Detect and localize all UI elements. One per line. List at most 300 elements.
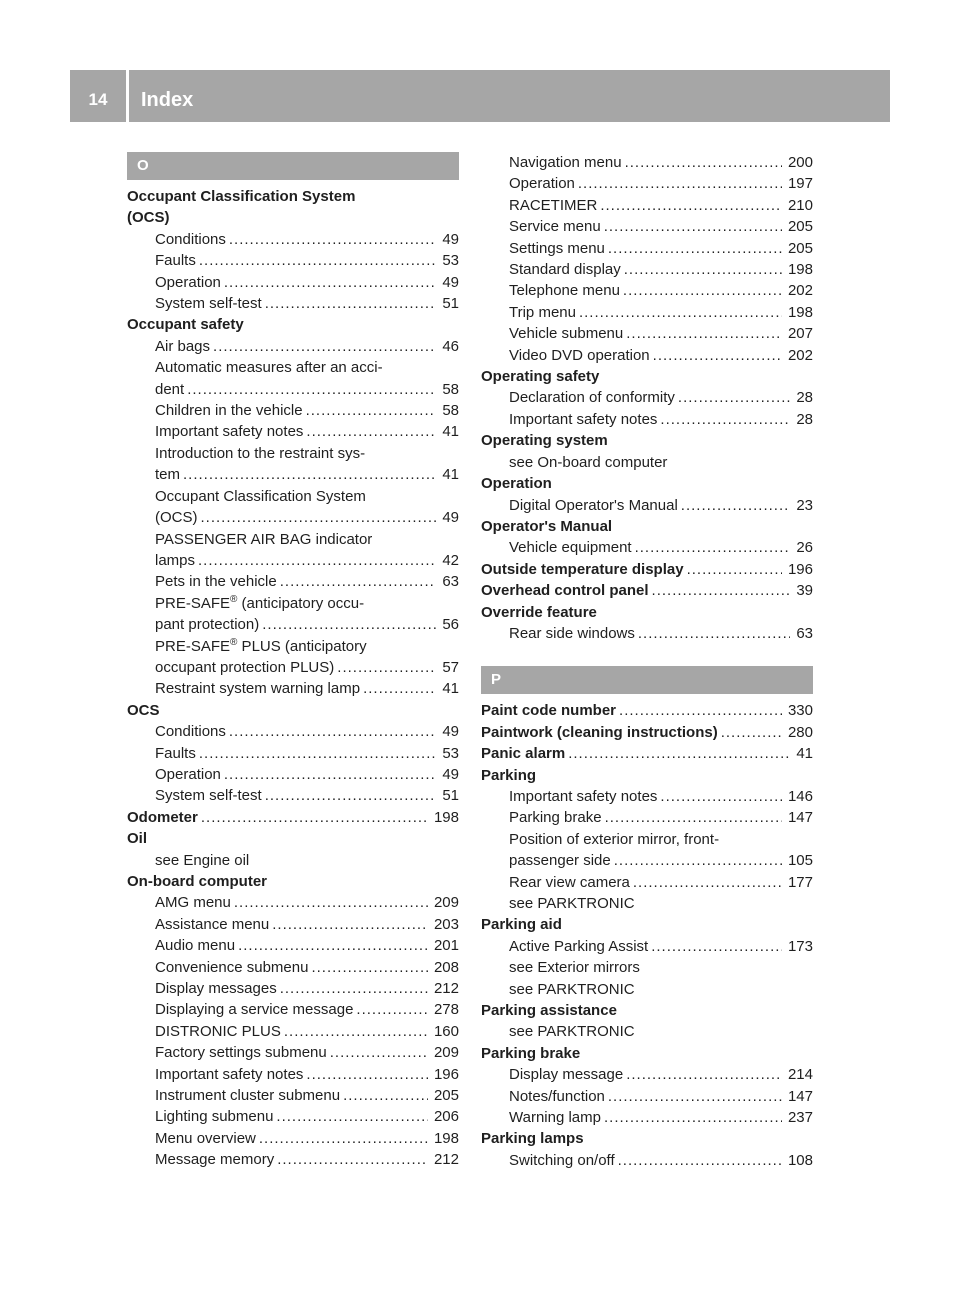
entry-text — [155, 486, 366, 507]
entry-text-main: dent — [155, 380, 185, 398]
index-subentry — [127, 999, 459, 1020]
index-subentry — [127, 614, 459, 635]
index-subentry — [481, 623, 813, 644]
entry-text — [155, 721, 226, 742]
dot-leader — [721, 722, 782, 743]
entry-text-main: Operation — [155, 765, 221, 783]
entry-text — [509, 387, 675, 408]
entry-text-main: Convenience submenu — [155, 958, 309, 976]
entry-text-main: Oil — [127, 830, 148, 848]
entry-text — [155, 229, 226, 250]
dot-leader — [306, 400, 437, 421]
page-reference: 177 — [787, 873, 813, 891]
entry-text — [509, 259, 621, 280]
entry-text-main: System self-test — [155, 295, 262, 313]
dot-leader — [678, 387, 790, 408]
index-subentry — [481, 786, 813, 807]
entry-text — [481, 1000, 617, 1021]
dot-leader — [183, 464, 436, 485]
page-reference: 173 — [787, 937, 813, 955]
entry-text-main: Conditions — [155, 230, 226, 248]
entry-text — [155, 250, 196, 271]
entry-text — [155, 1042, 327, 1063]
dot-leader — [618, 1150, 782, 1171]
entry-text — [509, 1107, 601, 1128]
index-subentry — [481, 452, 813, 473]
index-subentry — [481, 893, 813, 914]
index-subentry — [127, 529, 459, 550]
entry-text-main: Display messages — [155, 980, 277, 998]
entry-text — [127, 207, 170, 228]
entry-text-main: pant protection) — [155, 616, 260, 634]
entry-text-main: System self-test — [155, 787, 262, 805]
index-subentry — [127, 443, 459, 464]
entry-text-main: Audio menu — [155, 937, 236, 955]
page-reference: 201 — [433, 937, 459, 955]
index-subentry — [127, 1042, 459, 1063]
entry-text-main: DISTRONIC PLUS — [155, 1022, 281, 1040]
index-entry — [481, 1000, 813, 1021]
entry-text-main: passenger side — [509, 852, 611, 870]
index-subentry — [127, 550, 459, 571]
entry-text — [509, 238, 605, 259]
page-reference: 212 — [433, 1151, 459, 1169]
entry-text — [509, 323, 623, 344]
page-reference: 200 — [787, 154, 813, 171]
entry-text — [509, 850, 611, 871]
entry-text — [155, 1149, 274, 1170]
page-reference: 42 — [442, 551, 459, 569]
dot-leader — [330, 1042, 428, 1063]
page-reference: 209 — [433, 894, 459, 912]
entry-text-main: Operation — [155, 273, 221, 291]
page-reference: 198 — [787, 261, 813, 279]
entry-text-main: lamps — [155, 551, 196, 569]
index-subentry — [481, 173, 813, 194]
entry-text-main: tem — [155, 466, 181, 484]
dot-leader — [337, 657, 436, 678]
entry-text — [509, 280, 620, 301]
index-subentry — [481, 495, 813, 516]
entry-text — [155, 593, 364, 614]
page-reference: 51 — [442, 787, 459, 805]
entry-text-main: Override feature — [481, 603, 597, 621]
entry-text — [481, 765, 536, 786]
dot-leader — [651, 936, 782, 957]
entry-text-main: Important safety notes — [155, 423, 304, 441]
entry-text-main: PRE-SAFE — [155, 637, 231, 655]
page-reference: 51 — [442, 295, 459, 313]
page-reference: 56 — [442, 616, 459, 634]
entry-text — [155, 1106, 273, 1127]
index-subentry — [127, 978, 459, 999]
index-subentry — [481, 345, 813, 366]
index-entry — [481, 765, 813, 786]
index-subentry — [127, 743, 459, 764]
dot-leader — [568, 743, 790, 764]
entry-text-main: Children in the vehicle — [155, 402, 303, 420]
entry-text — [155, 957, 308, 978]
page-reference: 49 — [442, 765, 459, 783]
page-reference: 207 — [787, 325, 813, 343]
page-reference: 105 — [787, 852, 813, 870]
entry-text-main: Paintwork (cleaning instructions) — [481, 723, 718, 741]
entry-text — [481, 516, 612, 537]
index-entry — [481, 1043, 813, 1064]
entry-text — [481, 1128, 584, 1149]
entry-text — [155, 1021, 281, 1042]
index-subentry — [127, 785, 459, 806]
index-entry — [127, 807, 459, 828]
index-subentry — [127, 1149, 459, 1170]
index-entry — [481, 366, 813, 387]
index-subentry — [481, 195, 813, 216]
index-subentry — [127, 1128, 459, 1149]
dot-leader — [234, 892, 428, 913]
index-subentry — [127, 250, 459, 271]
index-subentry — [481, 936, 813, 957]
entry-text-main: Introduction to the restraint sys- — [155, 444, 366, 462]
dot-leader — [265, 293, 437, 314]
entry-text-main: Operation — [509, 175, 575, 193]
page-reference: 202 — [787, 282, 813, 300]
entry-text-main: Active Parking Assist — [509, 937, 649, 955]
dot-leader — [619, 700, 782, 721]
index-subentry — [481, 537, 813, 558]
dot-leader — [653, 345, 782, 366]
page-reference: 108 — [787, 1151, 813, 1169]
page-reference: 209 — [433, 1044, 459, 1062]
page-reference: 147 — [787, 1087, 813, 1105]
index-subentry — [481, 979, 813, 1000]
entry-text — [155, 529, 372, 550]
entry-text-main: Operating safety — [481, 368, 600, 386]
entry-text-main: Occupant Classification System — [155, 487, 366, 505]
entry-text — [155, 379, 184, 400]
index-subentry — [481, 259, 813, 280]
page-number: 14 — [88, 90, 108, 109]
entry-text-main: Factory settings submenu — [155, 1044, 327, 1062]
index-subentry — [127, 486, 459, 507]
entry-text-main: Odometer — [127, 808, 198, 826]
entry-text — [155, 550, 195, 571]
page-reference: 41 — [796, 745, 813, 763]
page-reference: 28 — [796, 389, 813, 407]
page-reference: 196 — [433, 1065, 459, 1083]
dot-leader — [238, 935, 428, 956]
page-reference: 63 — [442, 573, 459, 591]
entry-text — [155, 357, 383, 378]
dot-leader — [356, 999, 428, 1020]
index-entry — [127, 700, 459, 721]
index-subentry — [127, 850, 459, 871]
entry-text-main: Notes/function — [509, 1087, 605, 1105]
entry-text — [509, 173, 575, 194]
entry-text — [509, 409, 657, 430]
entry-text — [481, 602, 597, 623]
dot-leader — [276, 1106, 428, 1127]
dot-leader — [608, 238, 782, 259]
dot-leader — [311, 957, 428, 978]
page-reference: 237 — [787, 1109, 813, 1127]
page-reference: 198 — [787, 303, 813, 321]
index-subentry — [127, 721, 459, 742]
index-subentry — [127, 421, 459, 442]
entry-text — [481, 1043, 580, 1064]
entry-text-main: PASSENGER AIR BAG indicator — [155, 530, 373, 548]
entry-text — [155, 1064, 303, 1085]
entry-text-main: see PARKTRONIC — [509, 1023, 635, 1041]
index-subentry — [481, 1064, 813, 1085]
entry-text — [155, 935, 235, 956]
entry-text — [481, 700, 616, 721]
index-subentry — [127, 400, 459, 421]
index-subentry — [481, 238, 813, 259]
page-title: Index — [141, 89, 194, 111]
dot-leader — [604, 1107, 782, 1128]
dot-leader — [343, 1085, 428, 1106]
entry-text — [155, 421, 303, 442]
entry-text-main: Parking brake — [509, 809, 602, 827]
entry-text — [155, 678, 360, 699]
entry-text — [509, 152, 622, 173]
page-reference: 147 — [787, 809, 813, 827]
entry-text-main: Vehicle submenu — [509, 325, 624, 343]
page-reference: 205 — [433, 1087, 459, 1105]
index-subentry — [127, 914, 459, 935]
entry-text-main: Displaying a service message — [155, 1001, 354, 1019]
index-subentry — [481, 323, 813, 344]
entry-text-main: see Exterior mirrors — [509, 959, 640, 977]
entry-text-main: Important safety notes — [509, 787, 658, 805]
page-reference: 198 — [433, 1129, 459, 1147]
index-subentry — [127, 1085, 459, 1106]
page-reference: 49 — [442, 509, 459, 527]
index-subentry — [127, 336, 459, 357]
entry-text — [155, 507, 198, 528]
entry-text — [155, 999, 353, 1020]
index-entry — [481, 559, 813, 580]
entry-text-main: Menu overview — [155, 1129, 256, 1147]
dot-leader — [578, 173, 782, 194]
dot-leader — [284, 1021, 428, 1042]
entry-text-main: Declaration of conformity — [509, 389, 675, 407]
registered-mark: ® — [230, 593, 238, 605]
section-header-letter: P — [481, 666, 813, 694]
index-subentry — [127, 229, 459, 250]
entry-text — [155, 657, 334, 678]
page-reference: 205 — [787, 218, 813, 236]
entry-text-main: see PARKTRONIC — [509, 895, 635, 912]
entry-text — [155, 464, 180, 485]
index-subentry — [127, 357, 459, 378]
dot-leader — [213, 336, 436, 357]
dot-leader — [201, 807, 428, 828]
index-subentry — [127, 935, 459, 956]
dot-leader — [224, 764, 436, 785]
entry-text-main: Parking assistance — [481, 1002, 617, 1020]
index-subentry — [127, 1106, 459, 1127]
page-reference: 23 — [796, 496, 813, 514]
entry-text-main: Video DVD operation — [509, 346, 650, 364]
dot-leader — [198, 550, 436, 571]
entry-text — [509, 1086, 605, 1107]
entry-text — [509, 623, 635, 644]
page-reference: 39 — [796, 582, 813, 600]
dot-leader — [624, 259, 782, 280]
dot-leader — [652, 580, 791, 601]
entry-text — [155, 272, 221, 293]
index-subentry — [127, 657, 459, 678]
index-subentry — [481, 1021, 813, 1042]
dot-leader — [660, 786, 782, 807]
dot-leader — [262, 614, 436, 635]
index-subentry — [127, 957, 459, 978]
entry-text-main: Message memory — [155, 1151, 275, 1169]
index-entry — [127, 314, 459, 335]
entry-text-main: Restraint system warning lamp — [155, 680, 361, 698]
page-reference: 57 — [442, 658, 459, 676]
entry-text — [481, 430, 608, 451]
entry-text-main: see Engine oil — [155, 851, 250, 869]
page-reference: 58 — [442, 402, 459, 420]
dot-leader — [600, 195, 782, 216]
dot-leader — [660, 409, 790, 430]
index-entry — [481, 914, 813, 935]
index-entry — [481, 580, 813, 601]
entry-text-main: Telephone menu — [509, 282, 620, 300]
page-reference: 49 — [442, 230, 459, 248]
index-subentry — [481, 409, 813, 430]
entry-text — [509, 1021, 635, 1042]
index-subentry — [127, 892, 459, 913]
entry-text — [127, 828, 147, 849]
dot-leader — [229, 229, 436, 250]
index-subentry — [481, 302, 813, 323]
entry-text — [127, 186, 355, 207]
page-header — [70, 70, 890, 122]
entry-text-main: Rear side windows — [509, 624, 635, 642]
entry-text-main: Lighting submenu — [155, 1108, 274, 1126]
entry-text — [509, 957, 640, 978]
entry-text-main: Operation — [481, 475, 552, 493]
entry-text — [155, 336, 210, 357]
index-subentry — [481, 387, 813, 408]
index-subentry — [127, 678, 459, 699]
entry-text-main: Important safety notes — [155, 1065, 304, 1083]
entry-text — [155, 892, 231, 913]
page-reference: 53 — [442, 252, 459, 270]
page-reference: 210 — [787, 196, 813, 214]
index-subentry — [127, 1064, 459, 1085]
entry-text-main: Parking — [481, 766, 537, 784]
entry-text — [509, 195, 597, 216]
entry-text — [155, 571, 277, 592]
page-reference: 41 — [442, 466, 459, 484]
entry-text — [155, 743, 196, 764]
entry-text-main: Position of exterior mirror, front- — [509, 830, 720, 848]
entry-text — [509, 786, 657, 807]
dot-leader — [306, 1064, 428, 1085]
entry-text-main: Important safety notes — [509, 410, 658, 428]
entry-text-main: Parking brake — [481, 1044, 581, 1062]
page-reference: 63 — [796, 624, 813, 642]
entry-text — [127, 314, 244, 335]
header-divider — [126, 70, 129, 122]
entry-text — [509, 302, 576, 323]
entry-text — [509, 936, 648, 957]
entry-text — [481, 743, 565, 764]
entry-text — [155, 1128, 256, 1149]
dot-leader — [681, 495, 791, 516]
dot-leader — [635, 537, 791, 558]
index-subentry — [127, 272, 459, 293]
dot-leader — [280, 978, 428, 999]
entry-text — [481, 722, 718, 743]
dot-leader — [224, 272, 436, 293]
index-subentry — [127, 507, 459, 528]
entry-text — [155, 614, 259, 635]
entry-text-cont: PLUS (anticipatory — [237, 637, 367, 655]
section-header-letter: O — [127, 152, 459, 180]
entry-text-main: Settings menu — [509, 239, 605, 257]
dot-leader — [259, 1128, 428, 1149]
dot-leader — [604, 216, 782, 237]
index-subentry — [481, 807, 813, 828]
index-entry — [481, 473, 813, 494]
dot-leader — [199, 743, 436, 764]
entry-text — [509, 807, 602, 828]
dot-leader — [265, 785, 437, 806]
index-subentry — [481, 280, 813, 301]
index-entry — [481, 743, 813, 764]
entry-text-main: Operating system — [481, 432, 608, 450]
index-subentry — [127, 379, 459, 400]
index-subentry — [481, 957, 813, 978]
index-subentry — [127, 636, 459, 657]
page-reference: 205 — [787, 239, 813, 257]
index-subentry — [481, 850, 813, 871]
dot-leader — [623, 280, 782, 301]
page-reference: 41 — [442, 680, 459, 698]
entry-text — [155, 978, 277, 999]
entry-text-main: Air bags — [155, 337, 211, 355]
entry-text — [155, 400, 303, 421]
index-column-right — [481, 152, 813, 1171]
dot-leader — [614, 850, 782, 871]
entry-text-main: Switching on/off — [509, 1151, 615, 1169]
index-entry — [127, 186, 459, 207]
dot-leader — [626, 323, 782, 344]
entry-text-main: AMG menu — [155, 894, 231, 912]
entry-text — [481, 559, 684, 580]
dot-leader — [605, 807, 782, 828]
entry-text — [509, 893, 635, 914]
entry-text — [155, 293, 262, 314]
entry-text — [509, 537, 632, 558]
index-entry — [481, 700, 813, 721]
entry-text — [509, 872, 630, 893]
entry-text-main: see PARKTRONIC — [509, 980, 635, 998]
page-reference: 196 — [787, 560, 813, 578]
entry-text-main: Automatic measures after an acci- — [155, 359, 383, 377]
index-entry — [127, 871, 459, 892]
index-subentry — [481, 829, 813, 850]
index-subentry — [481, 152, 813, 173]
index-subentry — [127, 464, 459, 485]
entry-text-main: Parking lamps — [481, 1130, 584, 1148]
dot-leader — [625, 152, 782, 173]
